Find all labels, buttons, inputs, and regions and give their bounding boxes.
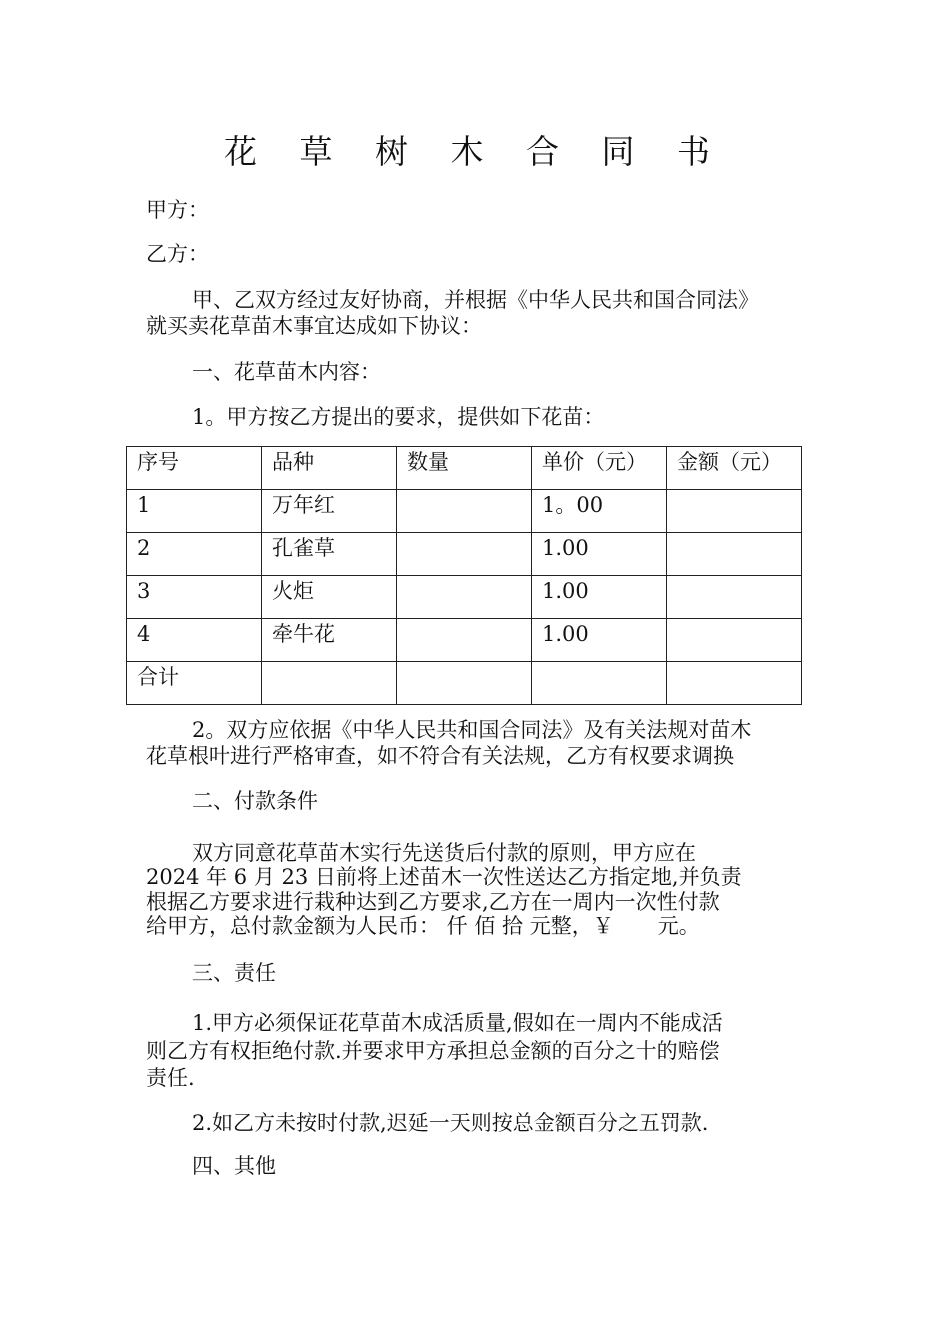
table-cell	[667, 576, 802, 619]
payment-line-4	[146, 913, 700, 939]
responsibility-1-line-3: 责任.	[146, 1066, 195, 1090]
section-2-heading: 二、付款条件	[192, 789, 318, 813]
table-cell: 1	[127, 490, 262, 533]
table-cell: 万年红	[262, 490, 397, 533]
table-cell: 火炬	[262, 576, 397, 619]
payment-amount-text: 给甲方，总付款金额为人民币： 仟 佰 拾 元整，￥	[146, 914, 614, 938]
intro-line-1: 甲、乙双方经过友好协商，并根据《中华人民共和国合同法》	[192, 288, 759, 312]
section-1-item-1: 1。甲方按乙方提出的要求，提供如下花苗：	[192, 405, 605, 429]
table-row	[127, 576, 802, 619]
table-cell	[397, 533, 532, 576]
table-cell	[667, 619, 802, 662]
seedling-table	[126, 446, 802, 705]
table-header-cell: 序号	[127, 447, 262, 490]
table-cell: 1.00	[532, 619, 667, 662]
table-cell	[397, 576, 532, 619]
table-header-cell: 金额（元）	[667, 447, 802, 490]
item-2-line-1: 2。双方应依据《中华人民共和国合同法》及有关法规对苗木	[192, 718, 752, 742]
table-cell	[667, 662, 802, 705]
section-4-heading: 四、其他	[192, 1154, 276, 1178]
table-cell: 孔雀草	[262, 533, 397, 576]
table-header-cell: 数量	[397, 447, 532, 490]
table-header-row	[127, 447, 802, 490]
table-cell	[397, 662, 532, 705]
responsibility-2: 2.如乙方未按时付款,迟延一天则按总金额百分之五罚款.	[192, 1111, 709, 1135]
section-1-heading: 一、花草苗木内容：	[192, 360, 381, 384]
table-cell: 1.00	[532, 533, 667, 576]
table-row	[127, 533, 802, 576]
table-cell	[532, 662, 667, 705]
payment-line-2: 2024 年 6 月 23 日前将上述苗木一次性送达乙方指定地,并负责	[146, 865, 742, 889]
table-cell	[667, 533, 802, 576]
payment-amount-end: 元。	[657, 914, 700, 938]
table-cell	[262, 662, 397, 705]
table-cell: 1.00	[532, 576, 667, 619]
table-cell	[397, 490, 532, 533]
table-cell: 合计	[127, 662, 262, 705]
table-cell: 3	[127, 576, 262, 619]
table-cell: 4	[127, 619, 262, 662]
party-b-label: 乙方：	[146, 242, 209, 266]
responsibility-1-line-2: 则乙方有权拒绝付款.并要求甲方承担总金额的百分之十的赔偿	[146, 1039, 720, 1063]
intro-line-2: 就买卖花草苗木事宜达成如下协议：	[146, 314, 482, 338]
table-cell: 1。00	[532, 490, 667, 533]
payment-line-3: 根据乙方要求进行栽种达到乙方要求,乙方在一周内一次性付款	[146, 890, 720, 914]
table-total-row	[127, 662, 802, 705]
party-a-label: 甲方：	[146, 198, 209, 222]
table-header-cell: 品种	[262, 447, 397, 490]
table-cell: 2	[127, 533, 262, 576]
responsibility-1-line-1: 1.甲方必须保证花草苗木成活质量,假如在一周内不能成活	[192, 1011, 723, 1035]
item-2-line-2: 花草根叶进行严格审查，如不符合有关法规，乙方有权要求调换	[146, 744, 734, 768]
table-cell	[397, 619, 532, 662]
section-3-heading: 三、责任	[192, 961, 276, 985]
table-row	[127, 619, 802, 662]
document-title: 花 草 树 木 合 同 书	[224, 132, 726, 171]
payment-line-1: 双方同意花草苗木实行先送货后付款的原则，甲方应在	[192, 841, 696, 865]
table-header-cell: 单价（元）	[532, 447, 667, 490]
table-cell	[667, 490, 802, 533]
table-cell: 牵牛花	[262, 619, 397, 662]
table-row	[127, 490, 802, 533]
